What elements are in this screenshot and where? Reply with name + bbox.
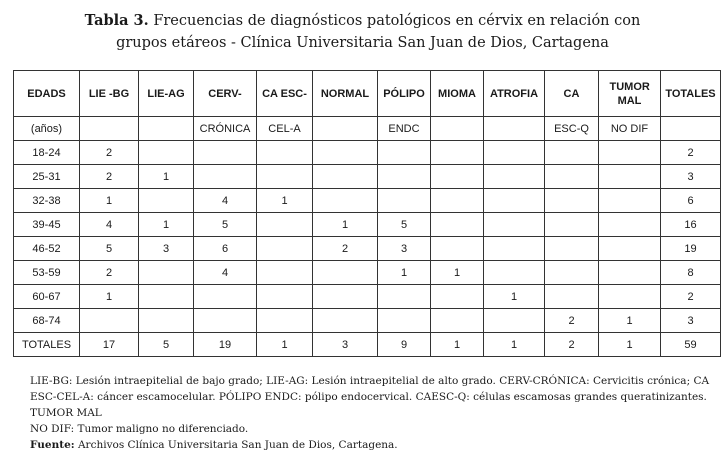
- row-label-cell: 60-67: [14, 285, 80, 309]
- subheader-cell: [139, 117, 194, 141]
- table-cell: [431, 165, 484, 189]
- footnote-line: NO DIF: Tumor maligno no diferenciado.: [30, 423, 249, 435]
- row-label-cell: 18-24: [14, 141, 80, 165]
- header-cell: CERV-: [194, 71, 257, 117]
- table-cell: [194, 165, 257, 189]
- table-cell: 1: [257, 189, 313, 213]
- header-cell: CA ESC-: [257, 71, 313, 117]
- table-cell: [257, 165, 313, 189]
- table-cell: [545, 285, 599, 309]
- row-label-cell: 39-45: [14, 213, 80, 237]
- header-cell: CA: [545, 71, 599, 117]
- source-label: Fuente:: [30, 439, 75, 451]
- table-cell: 1: [599, 309, 661, 333]
- table-cell: 4: [80, 213, 139, 237]
- footnote-line: ESC-CEL-A: cáncer escamocelular. PÓLIPO ENDC: pólipo endocervical. CAESC-Q: células escamosas grandes queratinizantes.: [30, 391, 707, 403]
- table-cell: [139, 309, 194, 333]
- table-cell: 3: [313, 333, 378, 357]
- table-cell: [484, 213, 545, 237]
- table-cell: 1: [313, 213, 378, 237]
- table-cell: 2: [661, 285, 721, 309]
- table-cell: 1: [80, 285, 139, 309]
- table-row: [14, 333, 721, 357]
- subheader-cell: [661, 117, 721, 141]
- table-cell: [378, 189, 431, 213]
- table-cell: 1: [257, 333, 313, 357]
- table-cell: [194, 285, 257, 309]
- table-cell: 19: [194, 333, 257, 357]
- row-label-cell: 32-38: [14, 189, 80, 213]
- table-cell: [484, 237, 545, 261]
- table-cell: 4: [194, 189, 257, 213]
- table-cell: [257, 141, 313, 165]
- table-cell: [431, 309, 484, 333]
- subheader-cell: ESC-Q: [545, 117, 599, 141]
- subheader-cell: [431, 117, 484, 141]
- subheader-cell: CEL-A: [257, 117, 313, 141]
- source-text: Archivos Clínica Universitaria San Juan de Dios, Cartagena.: [77, 439, 398, 451]
- table-cell: 17: [80, 333, 139, 357]
- table-cell: [257, 213, 313, 237]
- table-cell: 2: [80, 141, 139, 165]
- table-cell: [484, 165, 545, 189]
- table-cell: [139, 261, 194, 285]
- header-cell: [599, 71, 661, 117]
- table-cell: 5: [139, 333, 194, 357]
- table-cell: [378, 309, 431, 333]
- row-label-cell: 68-74: [14, 309, 80, 333]
- table-cell: 9: [378, 333, 431, 357]
- table-cell: [484, 261, 545, 285]
- table-cell: 16: [661, 213, 721, 237]
- table-cell: 1: [431, 261, 484, 285]
- table-cell: [484, 189, 545, 213]
- table-row: [14, 309, 721, 333]
- table-cell: 3: [661, 309, 721, 333]
- table-cell: [599, 213, 661, 237]
- table-cell: [139, 141, 194, 165]
- subheader-cell: ENDC: [378, 117, 431, 141]
- table-cell: [257, 285, 313, 309]
- table-cell: 1: [484, 333, 545, 357]
- subheader-cell: NO DIF: [599, 117, 661, 141]
- table-cell: 6: [661, 189, 721, 213]
- table-cell: [313, 285, 378, 309]
- table-cell: [484, 309, 545, 333]
- table-cell: 19: [661, 237, 721, 261]
- table-cell: 8: [661, 261, 721, 285]
- footnote-line: LIE-BG: Lesión intraepitelial de bajo grado; LIE-AG: Lesión intraepitelial de alto grado. CERV-CRÓNICA: Cervicitis crónica; CA: [30, 375, 710, 387]
- header-cell: EDADS: [14, 71, 80, 117]
- table-cell: [313, 141, 378, 165]
- table-row: [14, 141, 721, 165]
- table-cell: [378, 141, 431, 165]
- subheader-cell: [313, 117, 378, 141]
- table-cell: [139, 285, 194, 309]
- table-body: [14, 117, 721, 357]
- header-row: [14, 71, 721, 117]
- header-cell: LIE -BG: [80, 71, 139, 117]
- footnote-line: TUMOR MAL: [30, 407, 102, 419]
- table-cell: [484, 141, 545, 165]
- table-cell: [431, 213, 484, 237]
- title-label: Tabla 3.: [84, 12, 149, 29]
- table-cell: [313, 189, 378, 213]
- header-cell: NORMAL: [313, 71, 378, 117]
- table-cell: [431, 237, 484, 261]
- table-row: [14, 213, 721, 237]
- table-cell: [139, 189, 194, 213]
- table-cell: 5: [80, 237, 139, 261]
- table-cell: [257, 261, 313, 285]
- header-tumor-mal: TUMOR MAL: [609, 80, 650, 107]
- subheader-cell: CRÓNICA: [194, 117, 257, 141]
- table-cell: [194, 141, 257, 165]
- table-cell: 1: [599, 333, 661, 357]
- table-cell: [599, 261, 661, 285]
- table-cell: [431, 141, 484, 165]
- table-title: [0, 10, 725, 54]
- table-cell: 1: [378, 261, 431, 285]
- subheader-cell: [80, 117, 139, 141]
- table-row: [14, 165, 721, 189]
- table-cell: 2: [313, 237, 378, 261]
- table-cell: [545, 237, 599, 261]
- table-cell: 3: [139, 237, 194, 261]
- table-cell: 2: [545, 333, 599, 357]
- frequency-table: [13, 70, 721, 357]
- row-label-cell: 25-31: [14, 165, 80, 189]
- subheader-row: [14, 117, 721, 141]
- header-cell: MIOMA: [431, 71, 484, 117]
- table-cell: [545, 189, 599, 213]
- subheader-cell: [484, 117, 545, 141]
- table-cell: [378, 285, 431, 309]
- table-cell: [257, 237, 313, 261]
- table-cell: 1: [139, 165, 194, 189]
- table-cell: [80, 309, 139, 333]
- table-cell: 2: [80, 165, 139, 189]
- table-cell: 5: [194, 213, 257, 237]
- title-text-1: Frecuencias de diagnósticos patológicos en cérvix en relación con: [153, 13, 641, 29]
- table-row: [14, 285, 721, 309]
- table-row: [14, 189, 721, 213]
- table-cell: 2: [80, 261, 139, 285]
- table-cell: [378, 165, 431, 189]
- table-cell: [599, 237, 661, 261]
- source-line: [30, 437, 720, 453]
- header-cell: LIE-AG: [139, 71, 194, 117]
- table-cell: [431, 285, 484, 309]
- table-cell: [257, 309, 313, 333]
- table-cell: [313, 165, 378, 189]
- title-line-2: grupos etáreos - Clínica Universitaria San Juan de Dios, Cartagena: [116, 35, 609, 51]
- row-label-cell: TOTALES: [14, 333, 80, 357]
- header-cell: TOTALES: [661, 71, 721, 117]
- row-label-cell: 46-52: [14, 237, 80, 261]
- table-cell: 1: [431, 333, 484, 357]
- table-cell: 2: [545, 309, 599, 333]
- table-cell: 6: [194, 237, 257, 261]
- header-cell: ATROFIA: [484, 71, 545, 117]
- table-cell: 3: [378, 237, 431, 261]
- table-cell: [599, 141, 661, 165]
- table-cell: [599, 165, 661, 189]
- title-line-1: [0, 10, 725, 32]
- table-cell: 2: [661, 141, 721, 165]
- table-cell: [599, 189, 661, 213]
- table-row: [14, 237, 721, 261]
- row-label-cell: 53-59: [14, 261, 80, 285]
- table-cell: [599, 285, 661, 309]
- table-cell: [431, 189, 484, 213]
- table-row: [14, 261, 721, 285]
- table-cell: 1: [80, 189, 139, 213]
- table-cell: 1: [484, 285, 545, 309]
- table-cell: 1: [139, 213, 194, 237]
- table-cell: [545, 165, 599, 189]
- table-cell: 5: [378, 213, 431, 237]
- table-cell: 4: [194, 261, 257, 285]
- table-cell: [545, 141, 599, 165]
- table-cell: 59: [661, 333, 721, 357]
- table-cell: [313, 309, 378, 333]
- table-footnotes: [30, 373, 720, 453]
- table-cell: [194, 309, 257, 333]
- table-cell: 3: [661, 165, 721, 189]
- table-cell: [545, 213, 599, 237]
- table-cell: [313, 261, 378, 285]
- subheader-cell: (años): [14, 117, 80, 141]
- header-cell: PÓLIPO: [378, 71, 431, 117]
- table-cell: [545, 261, 599, 285]
